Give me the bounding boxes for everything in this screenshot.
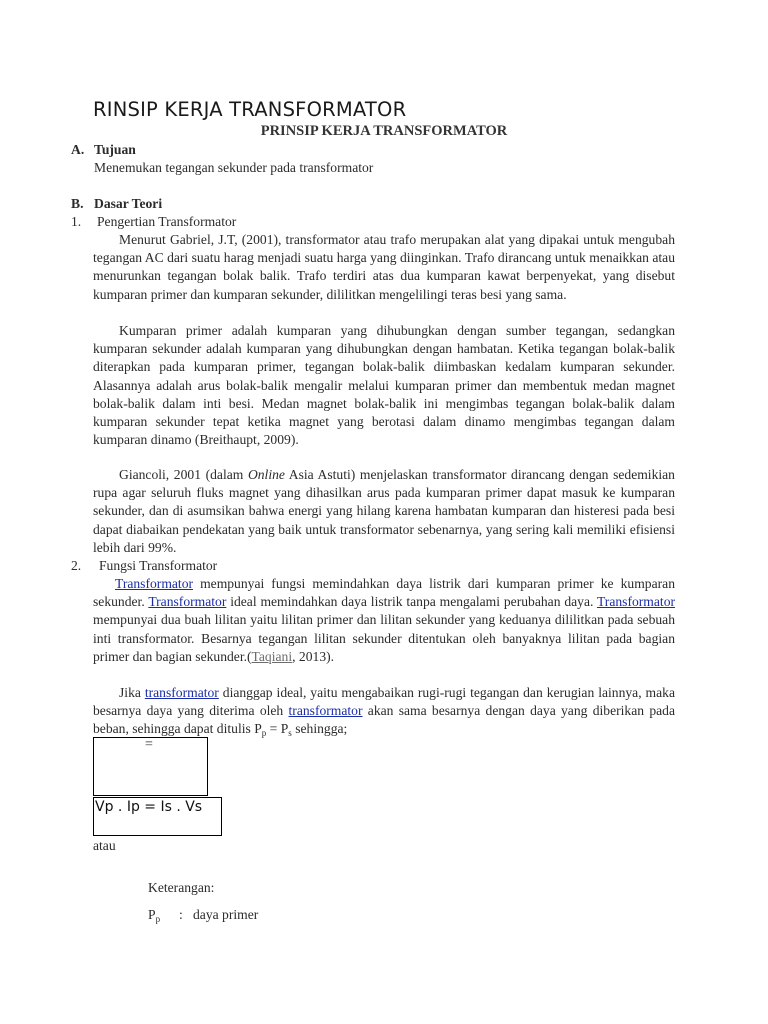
p4-text-3: mempunyai dua buah lilitan yaitu lilitan primer dan lilitan sekunder yang keduanya dililitkan pada sebuah inti transformator. Besarnya tegangan lilitan sekunder ditentukan oleh banyaknya lilitan pada bagian primer dan bagian sekunder.(	[93, 612, 675, 664]
power-equation: Vp . Ip = Is . Vs	[95, 799, 203, 815]
item2-heading: Fungsi Transformator	[99, 558, 218, 573]
p4-text-4: , 2013).	[292, 648, 335, 664]
equals-sign: =	[145, 737, 153, 752]
section-a-text: Menemukan tegangan sekunder pada transformator	[94, 160, 374, 175]
section-a-heading: Tujuan	[94, 142, 136, 157]
p5-text-2: dianggap ideal, yaitu mengabaikan rugi-rugi tegangan dan kerugian lainnya, maka besarnya daya yang diterima oleh	[93, 685, 675, 719]
legend-subscript: p	[155, 914, 161, 924]
paragraph-3	[93, 466, 675, 557]
keterangan-label: Keterangan:	[148, 880, 215, 895]
legend-symbol-p: P	[148, 907, 156, 922]
transformator-link-5[interactable]: transformator	[288, 703, 363, 719]
p4-text-1: mempunyai fungsi memindahkan daya listrik dari kumparan primer ke kumparan sekunder.	[93, 576, 675, 610]
paragraph-4	[93, 575, 675, 666]
p5-text-3: akan sama besarnya dengan daya yang diberikan pada beban, sehingga dapat ditulis P	[93, 703, 675, 737]
transformator-link-3[interactable]: Transformator	[596, 594, 676, 610]
p3-text-a: Giancoli, 2001 (dalam	[119, 467, 248, 482]
paragraph-2: Kumparan primer adalah kumparan yang dihubungkan dengan sumber tegangan, sedangkan kumparan sekunder adalah kumparan yang dihubungkan dengan hambatan. Ketika tegangan bolak-balik diterapkan pada kumparan primer, tegangan bolak-balik diimbaskan kedalam kumparan sekunder. Alasannya adalah arus bolak-balik mengalir melalui kumparan primer dan membentuk medan magnet bolak-balik dalam inti besi. Medan magnet bolak-balik ini mengimbas tegangan bolak-balik dalam kumparan sekunder tepat ketika magnet yang berotasi dalam dinamo mengimbas tegangan dalam kumparan dinamo (Breithaupt, 2009).	[93, 323, 675, 448]
p4-text-2: ideal memindahkan daya listrik tanpa mengalami perubahan daya.	[226, 594, 597, 610]
section-b-marker: B.	[71, 196, 84, 211]
item2-marker: 2.	[71, 558, 82, 573]
subscript-p: p	[261, 728, 267, 739]
transformator-link-2[interactable]: Transformator	[148, 594, 227, 610]
paragraph-1: Menurut Gabriel, J.T, (2001), transformator atau trafo merupakan alat yang dipakai untuk mengubah tegangan AC dari suatu harag menjadi suatu harga yang diinginkan. Trafo dirancang untuk menaikkan atau menurunkan tegangan bolak balik. Trafo terdiri atas dua kumparan kawat berpenyekat, yang disebut kumparan primer dan kumparan sekunder, dililitkan mengelilingi teras besi yang sama.	[93, 232, 675, 302]
page-heading: RINSIP KERJA TRANSFORMATOR	[93, 98, 407, 121]
item1-heading: Pengertian Transformator	[97, 214, 237, 229]
p5-text-5: sehingga;	[291, 721, 348, 737]
legend-description: daya primer	[193, 907, 259, 922]
subscript-s: s	[288, 728, 292, 739]
document-title: PRINSIP KERJA TRANSFORMATOR	[260, 123, 508, 139]
legend-symbol	[148, 906, 160, 924]
p3-italic-online: Online	[247, 467, 285, 482]
legend-colon: :	[179, 907, 183, 922]
transformator-link-1[interactable]: Transformator	[115, 576, 194, 591]
paragraph-5	[93, 684, 675, 739]
p5-text-4: = P	[266, 721, 289, 737]
section-b-heading: Dasar Teori	[94, 196, 163, 211]
item1-marker: 1.	[71, 214, 82, 229]
atau-text: atau	[93, 838, 116, 853]
transformator-link-4[interactable]: transformator	[144, 685, 219, 700]
p5-text-1: Jika	[119, 685, 145, 700]
section-a-marker: A.	[71, 142, 85, 157]
taqiani-reference-link[interactable]: Taqiani	[251, 648, 293, 664]
p3-text-b: Asia Astuti) menjelaskan transformator dirancang dengan sedemikian rupa agar seluruh fluks magnet yang dihasilkan arus pada kumparan primer dapat masuk ke kumparan sekunder, dan di asumsikan bahwa energi yang hilang karena hambatan kumparan dan histeresi pada besi dapat diabaikan pendekatan yang baik untuk transformator sebenarnya, yang sering kali memiliki efisiensi lebih dari 99%.	[93, 467, 675, 555]
